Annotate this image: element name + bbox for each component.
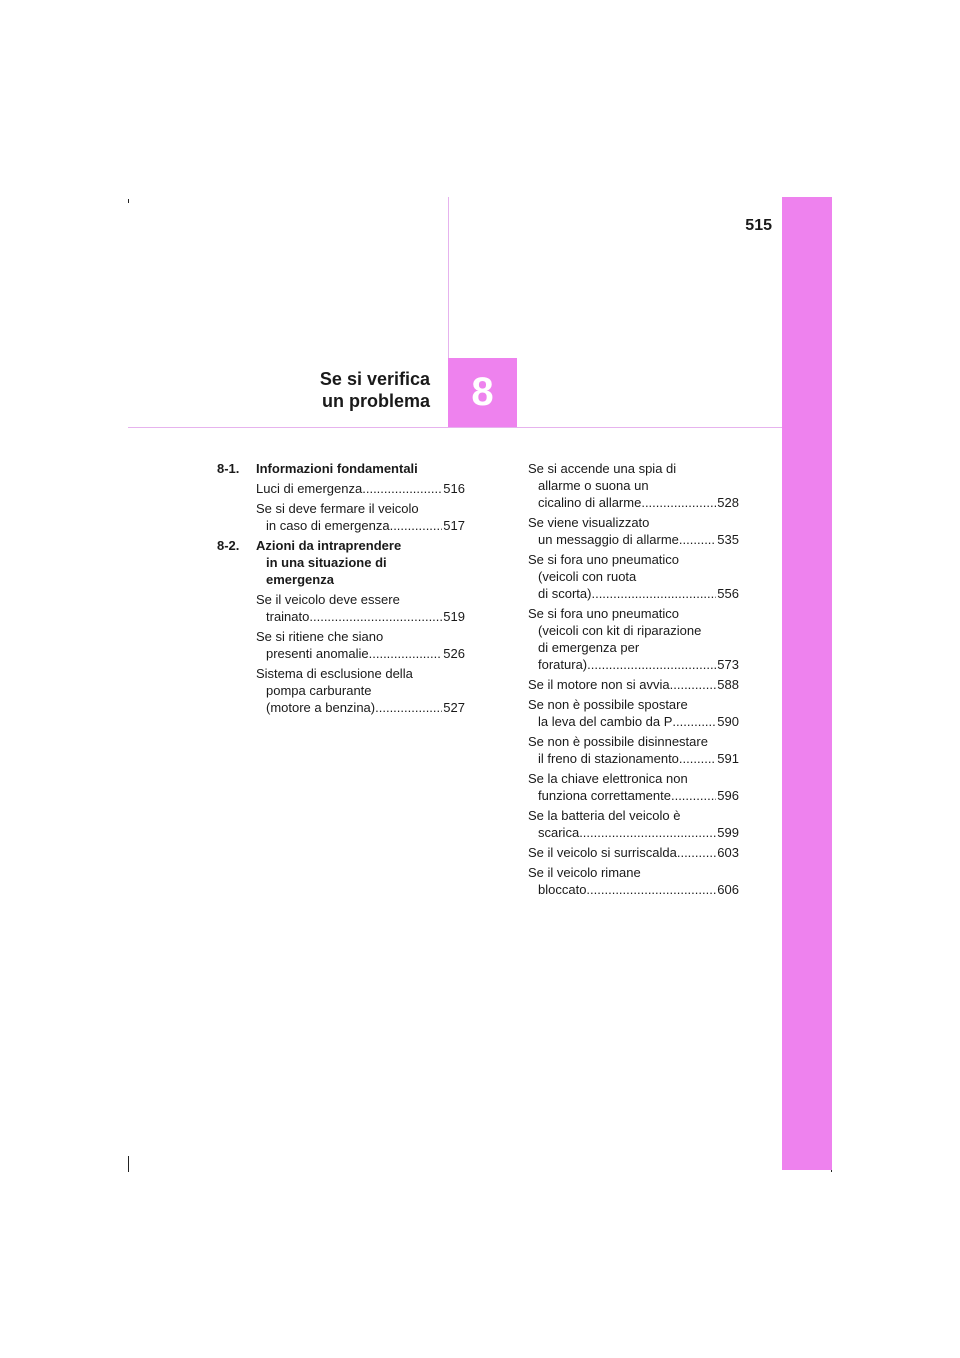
toc-entry-line: di emergenza per <box>538 640 640 655</box>
toc-leader-dots <box>369 645 443 662</box>
toc-entry-line: Se la batteria del veicolo è <box>528 808 681 823</box>
toc-entry-text: scarica <box>538 825 580 840</box>
toc-entry-text: in caso di emergenza <box>266 518 390 533</box>
toc-leader-dots <box>641 494 716 511</box>
header-divider-vertical <box>448 197 449 359</box>
toc-page-number: 556 <box>717 586 739 601</box>
toc-entry-last-line <box>528 787 739 804</box>
toc-entry <box>528 460 739 511</box>
toc-entry-last-line <box>256 608 465 625</box>
toc-page-number: 588 <box>717 677 739 692</box>
toc-leader-dots <box>670 676 717 693</box>
toc-leader-dots <box>677 844 716 861</box>
toc-entry-text: un messaggio di allarme <box>538 532 679 547</box>
toc-entry <box>528 696 739 730</box>
toc-leader-dots <box>679 750 716 767</box>
toc-entry <box>256 500 465 534</box>
toc-page-number: 535 <box>717 532 739 547</box>
toc-left-column <box>217 460 465 719</box>
toc-entry-text: foratura) <box>538 657 588 672</box>
toc-section-title <box>256 460 426 477</box>
toc-page-number: 527 <box>443 700 465 715</box>
toc-page-number: 599 <box>717 825 739 840</box>
toc-leader-dots <box>375 699 442 716</box>
toc-section-number: 8-2. <box>217 538 240 553</box>
toc-entry <box>256 665 465 716</box>
toc-leader-dots <box>672 713 716 730</box>
toc-entry-line: Se il veicolo rimane <box>528 865 641 880</box>
toc-right-column <box>528 460 739 901</box>
toc-entry-line: Se si fora uno pneumatico <box>528 552 680 567</box>
toc-entry-line: Sistema di esclusione della <box>256 666 413 681</box>
toc-entry-line: Se la chiave elettronica non <box>528 771 688 786</box>
toc-entry-line: Se viene visualizzato <box>528 515 650 530</box>
chapter-title <box>230 368 430 412</box>
chapter-number-box: 8 <box>448 358 517 427</box>
toc-entry-last-line <box>528 531 739 548</box>
toc-entry-text: di scorta) <box>538 586 592 601</box>
toc-section-title <box>256 537 426 588</box>
toc-entry-line: Se si ritiene che siano <box>256 629 384 644</box>
toc-entry <box>528 551 739 602</box>
toc-leader-dots <box>586 881 716 898</box>
toc-entry-last-line <box>528 844 739 861</box>
toc-entry-text: bloccato <box>538 882 587 897</box>
toc-entry-last-line <box>256 480 465 497</box>
toc-section-heading <box>217 537 465 588</box>
page-number: 515 <box>745 217 772 234</box>
toc-entry-last-line <box>528 750 739 767</box>
toc-page-number: 590 <box>717 714 739 729</box>
chapter-side-tab <box>782 197 832 1170</box>
toc-section-title-line: Azioni da intraprendere <box>256 538 402 553</box>
toc-entry-last-line <box>528 656 739 673</box>
toc-page-number: 606 <box>717 882 739 897</box>
toc-page-number: 603 <box>717 845 739 860</box>
toc-entry-text: il freno di stazionamento <box>538 751 679 766</box>
chapter-title-line-1: Se si verifica <box>319 369 430 389</box>
toc-leader-dots <box>587 656 716 673</box>
toc-section-title-line: in una situazione di <box>266 555 387 570</box>
toc-entry-text: (motore a benzina) <box>266 700 376 715</box>
toc-entry-text: la leva del cambio da P <box>538 714 673 729</box>
toc-entry-text: funziona correttamente <box>538 788 671 803</box>
toc-entry-line: Se non è possibile disinnestare <box>528 734 708 749</box>
crop-mark-bottom-left <box>128 1156 129 1172</box>
toc-page-number: 526 <box>443 646 465 661</box>
toc-leader-dots <box>671 787 716 804</box>
toc-entry-last-line <box>528 585 739 602</box>
toc-entry <box>256 480 465 497</box>
toc-entry <box>528 844 739 861</box>
toc-leader-dots <box>579 824 716 841</box>
toc-entry-line: Se non è possibile spostare <box>528 697 688 712</box>
toc-entry-text: trainato <box>266 609 310 624</box>
toc-page-number: 517 <box>443 518 465 533</box>
toc-section-number: 8-1. <box>217 461 240 476</box>
toc-entry-last-line <box>528 494 739 511</box>
toc-entry-last-line <box>528 881 739 898</box>
toc-entry-last-line <box>528 713 739 730</box>
toc-page-number: 596 <box>717 788 739 803</box>
toc-entry <box>256 628 465 662</box>
toc-page-number: 591 <box>717 751 739 766</box>
toc-entry-last-line <box>256 645 465 662</box>
toc-entry <box>528 807 739 841</box>
toc-entry-text: cicalino di allarme <box>538 495 642 510</box>
toc-page-number: 519 <box>443 609 465 624</box>
toc-page-number: 573 <box>717 657 739 672</box>
toc-entry-line: (veicoli con ruota <box>538 569 637 584</box>
toc-page-number: 516 <box>443 481 465 496</box>
toc-entry-text: Se il veicolo si surriscalda <box>528 845 677 860</box>
toc-entry-line: Se si fora uno pneumatico <box>528 606 680 621</box>
toc-entry <box>256 591 465 625</box>
toc-entry <box>528 733 739 767</box>
toc-leader-dots <box>362 480 442 497</box>
toc-entry-text: presenti anomalie <box>266 646 369 661</box>
chapter-title-line-2: un problema <box>321 391 430 411</box>
toc-page-number: 528 <box>717 495 739 510</box>
crop-mark-top-left <box>128 199 129 203</box>
toc-entry-line: (veicoli con kit di riparazione <box>538 623 702 638</box>
toc-entry <box>528 605 739 673</box>
toc-entry-line: Se si deve fermare il veicolo <box>256 501 419 516</box>
toc-leader-dots <box>390 517 443 534</box>
toc-leader-dots <box>679 531 716 548</box>
toc-entry-last-line <box>528 824 739 841</box>
toc-entry-last-line <box>528 676 739 693</box>
toc-leader-dots <box>309 608 442 625</box>
toc-entry-last-line <box>256 517 465 534</box>
toc-entry <box>528 676 739 693</box>
toc-section-title-line: emergenza <box>266 572 334 587</box>
toc-section-heading <box>217 460 465 477</box>
toc-entry-line: allarme o suona un <box>538 478 649 493</box>
toc-entry <box>528 864 739 898</box>
toc-entry-text: Se il motore non si avvia <box>528 677 670 692</box>
toc-entry-last-line <box>256 699 465 716</box>
toc-leader-dots <box>591 585 716 602</box>
toc-entry-line: Se si accende una spia di <box>528 461 677 476</box>
toc-entry <box>528 770 739 804</box>
toc-entry-line: pompa carburante <box>266 683 372 698</box>
toc-entry-line: Se il veicolo deve essere <box>256 592 400 607</box>
toc-entry-text: Luci di emergenza <box>256 481 363 496</box>
header-divider-horizontal <box>128 427 782 428</box>
toc-entry <box>528 514 739 548</box>
toc-section-title-line: Informazioni fondamentali <box>256 461 418 476</box>
